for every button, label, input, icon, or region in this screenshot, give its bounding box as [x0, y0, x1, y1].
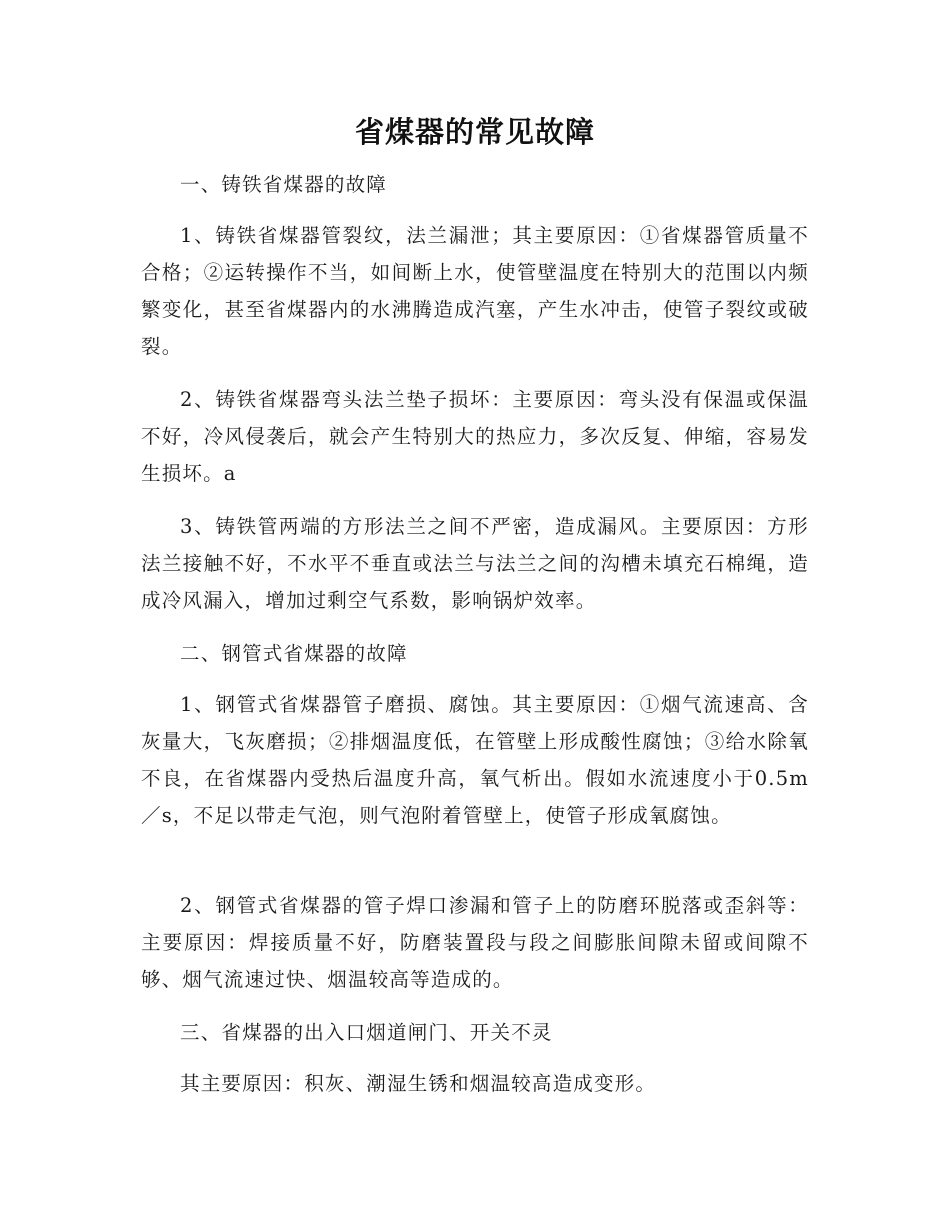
paragraph-1-3: 3、铸铁管两端的方形法兰之间不严密，造成漏风。主要原因：方形法兰接触不好，不水平不垂直或法兰与法兰之间的沟槽未填充石棉绳，造成冷风漏入，增加过剩空气系数，影响锅炉效率。	[141, 515, 809, 612]
paragraph-1-2: 2、铸铁省煤器弯头法兰垫子损坏：主要原因：弯头没有保温或保温不好，冷风侵袭后，就会产生特别大的热应力，多次反复、伸缩，容易发生损坏。a	[141, 388, 809, 485]
document-title: 省煤器的常见故障	[354, 115, 595, 149]
paragraph-3-1: 其主要原因：积灰、潮湿生锈和烟温较高造成变形。	[180, 1072, 657, 1095]
paragraph-1-1: 1、铸铁省煤器管裂纹，法兰漏泄；其主要原因：①省煤器管质量不合格；②运转操作不当，如间断上水，使管壁温度在特别大的范围以内频繁变化，甚至省煤器内的水沸腾造成汽塞，产生水冲击，使管子裂纹或破裂。	[141, 224, 809, 358]
section-heading-3: 三、省煤器的出入口烟道闸门、开关不灵	[180, 1021, 553, 1044]
section-heading-2: 二、钢管式省煤器的故障	[180, 642, 408, 665]
section-heading-1: 一、铸铁省煤器的故障	[180, 173, 388, 196]
paragraph-2-1: 1、钢管式省煤器管子磨损、腐蚀。其主要原因：①烟气流速高、含灰量大，飞灰磨损；②排烟温度低，在管壁上形成酸性腐蚀；③给水除氧不良，在省煤器内受热后温度升高，氧气析出。假如水流速度小于0.5m／s，不足以带走气泡，则气泡附着管壁上，使管子形成氧腐蚀。	[141, 693, 809, 827]
paragraph-2-2: 2、钢管式省煤器的管子焊口渗漏和管子上的防磨环脱落或歪斜等：主要原因：焊接质量不好，防磨装置段与段之间膨胀间隙未留或间隙不够、烟气流速过快、烟温较高等造成的。	[141, 894, 809, 991]
